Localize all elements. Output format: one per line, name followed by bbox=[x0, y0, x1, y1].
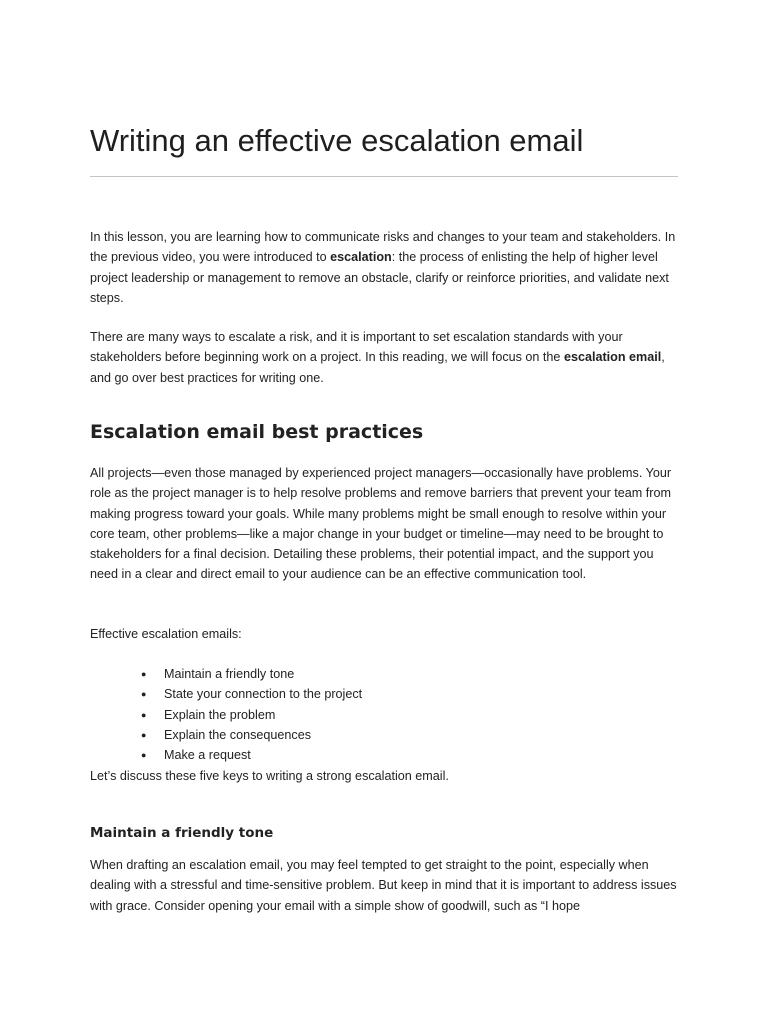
bullet-icon: ● bbox=[141, 689, 147, 700]
bullet-icon: ● bbox=[141, 709, 147, 720]
friendly-tone-paragraph: When drafting an escalation email, you may feel tempted to get straight to the point, especially when dealing with a stressful and time-sensitive problem. But keep in mind that it is important to address issues with grace. Consider opening your email with a simple show of goodwill, such as “I hope bbox=[90, 858, 677, 913]
list-item bbox=[90, 705, 490, 725]
list-item bbox=[90, 725, 490, 745]
intro-p2-bold-term: escalation email bbox=[563, 350, 662, 365]
list-item bbox=[90, 664, 490, 684]
intro-paragraph-2 bbox=[90, 327, 682, 388]
bullet-icon: ● bbox=[141, 750, 147, 761]
subsection-heading-friendly-tone: Maintain a friendly tone bbox=[90, 825, 274, 841]
list-item bbox=[90, 745, 490, 765]
page-title: Writing an effective escalation email bbox=[90, 123, 584, 158]
list-item-text: Make a request bbox=[164, 748, 251, 763]
list-item-text: Maintain a friendly tone bbox=[164, 667, 295, 681]
list-item-text: Explain the consequences bbox=[164, 727, 312, 742]
list-item-text: Explain the problem bbox=[164, 707, 276, 722]
intro-paragraph-1 bbox=[90, 227, 682, 308]
title-divider bbox=[90, 176, 678, 177]
intro-p2-text: There are many ways to escalate a risk, and it is important to set escalation standards with your stakeholders before beginning work on a project. In this reading, we will focus on the bbox=[90, 330, 623, 365]
list-item bbox=[90, 684, 490, 704]
best-practices-list bbox=[90, 664, 490, 765]
intro-p1-text-end: : the process of enlisting the help of higher level project leadership or management to remove an obstacle, clarify or reinforce priorities, and validate next steps. bbox=[90, 250, 669, 305]
intro-p2-text-end: , and go over best practices for writing one. bbox=[90, 350, 665, 385]
bullet-icon: ● bbox=[141, 669, 147, 679]
bullet-icon: ● bbox=[141, 729, 147, 740]
section-heading-best-practices: Escalation email best practices bbox=[90, 421, 424, 443]
list-item-text: State your connection to the project bbox=[164, 687, 363, 702]
intro-p1-text: In this lesson, you are learning how to communicate risks and changes to your team and stakeholders. In the previous video, you were introduced to bbox=[90, 230, 676, 265]
list-intro: Effective escalation emails: bbox=[90, 627, 242, 641]
list-outro: Let’s discuss these five keys to writing a strong escalation email. bbox=[90, 769, 449, 783]
best-practices-paragraph: All projects—even those managed by experienced project managers—occasionally have problems. Your role as the project manager is to help resolve problems and remove barriers that prevent your team from making progress toward your goals. While many problems might be small enough to resolve within your core team, other problems—like a major change in your budget or timeline—may need to be brought to stakeholders for a final decision. Detailing these problems, their potential impact, and the support you need in a clear and direct email to your audience can be an effective communication tool. bbox=[90, 466, 672, 582]
intro-p1-bold-term: escalation bbox=[330, 250, 392, 265]
